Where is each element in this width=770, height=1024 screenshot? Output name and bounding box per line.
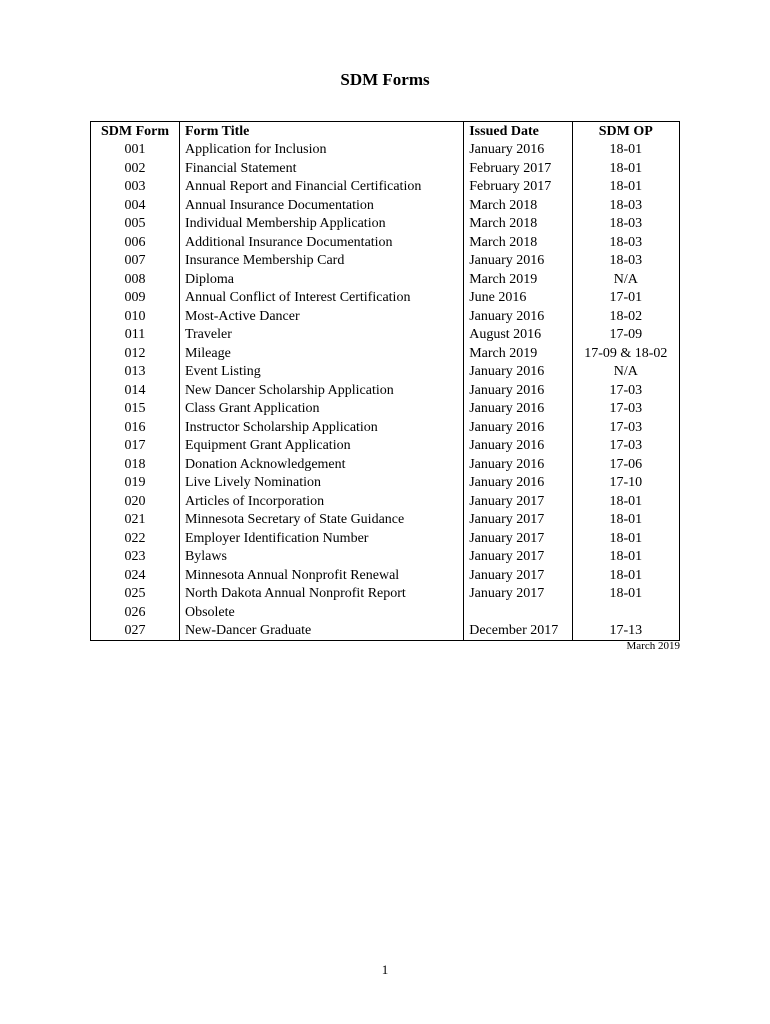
- cell-sdm-op: 17-10: [572, 474, 679, 493]
- cell-issued-date: January 2017: [464, 566, 572, 585]
- table-row: [91, 455, 680, 474]
- table-row: [91, 270, 680, 289]
- header-sdm-form: SDM Form: [91, 122, 180, 141]
- cell-sdm-op: 18-01: [572, 585, 679, 604]
- table-row: [91, 252, 680, 271]
- cell-sdm-form: 014: [91, 381, 180, 400]
- cell-form-title: Minnesota Secretary of State Guidance: [179, 511, 463, 530]
- table-row: [91, 326, 680, 345]
- cell-sdm-form: 005: [91, 215, 180, 234]
- cell-sdm-form: 023: [91, 548, 180, 567]
- cell-sdm-op: [572, 603, 679, 622]
- cell-sdm-op: 17-13: [572, 622, 679, 641]
- cell-sdm-op: 17-03: [572, 437, 679, 456]
- revision-date: March 2019: [626, 640, 680, 652]
- cell-sdm-form: 001: [91, 141, 180, 160]
- cell-issued-date: January 2016: [464, 400, 572, 419]
- cell-issued-date: January 2016: [464, 307, 572, 326]
- cell-sdm-op: 18-01: [572, 141, 679, 160]
- cell-form-title: Most-Active Dancer: [179, 307, 463, 326]
- cell-sdm-op: 18-01: [572, 566, 679, 585]
- cell-issued-date: March 2018: [464, 233, 572, 252]
- table-row: [91, 548, 680, 567]
- table-row: [91, 215, 680, 234]
- cell-sdm-op: 17-06: [572, 455, 679, 474]
- cell-form-title: Additional Insurance Documentation: [179, 233, 463, 252]
- cell-issued-date: January 2017: [464, 529, 572, 548]
- cell-form-title: Obsolete: [179, 603, 463, 622]
- cell-form-title: Employer Identification Number: [179, 529, 463, 548]
- cell-sdm-form: 007: [91, 252, 180, 271]
- cell-sdm-form: 004: [91, 196, 180, 215]
- cell-issued-date: January 2016: [464, 381, 572, 400]
- page-number: 1: [381, 962, 389, 977]
- cell-issued-date: January 2017: [464, 585, 572, 604]
- table-row: [91, 437, 680, 456]
- cell-issued-date: June 2016: [464, 289, 572, 308]
- cell-form-title: New-Dancer Graduate: [179, 622, 463, 641]
- header-form-title: Form Title: [179, 122, 463, 141]
- cell-issued-date: January 2016: [464, 141, 572, 160]
- cell-form-title: Individual Membership Application: [179, 215, 463, 234]
- cell-issued-date: March 2018: [464, 196, 572, 215]
- cell-sdm-form: 025: [91, 585, 180, 604]
- cell-sdm-op: 17-09 & 18-02: [572, 344, 679, 363]
- cell-form-title: North Dakota Annual Nonprofit Report: [179, 585, 463, 604]
- cell-sdm-op: 18-01: [572, 492, 679, 511]
- table-row: [91, 289, 680, 308]
- cell-sdm-op: 17-01: [572, 289, 679, 308]
- cell-form-title: Mileage: [179, 344, 463, 363]
- cell-form-title: Application for Inclusion: [179, 141, 463, 160]
- cell-form-title: Annual Conflict of Interest Certification: [179, 289, 463, 308]
- cell-issued-date: August 2016: [464, 326, 572, 345]
- cell-sdm-op: 17-09: [572, 326, 679, 345]
- table-row: [91, 603, 680, 622]
- table-row: [91, 141, 680, 160]
- table-row: [91, 159, 680, 178]
- cell-sdm-form: 006: [91, 233, 180, 252]
- cell-sdm-op: 18-01: [572, 511, 679, 530]
- table-row: [91, 585, 680, 604]
- cell-sdm-form: 008: [91, 270, 180, 289]
- cell-form-title: Annual Insurance Documentation: [179, 196, 463, 215]
- cell-form-title: Minnesota Annual Nonprofit Renewal: [179, 566, 463, 585]
- table-row: [91, 474, 680, 493]
- cell-sdm-form: 011: [91, 326, 180, 345]
- forms-table: [90, 121, 680, 641]
- table-row: [91, 492, 680, 511]
- cell-sdm-form: 009: [91, 289, 180, 308]
- table-row: [91, 344, 680, 363]
- cell-issued-date: February 2017: [464, 178, 572, 197]
- cell-sdm-form: 020: [91, 492, 180, 511]
- table-body: [91, 141, 680, 641]
- cell-form-title: Class Grant Application: [179, 400, 463, 419]
- cell-issued-date: January 2017: [464, 548, 572, 567]
- cell-issued-date: January 2017: [464, 511, 572, 530]
- cell-sdm-form: 016: [91, 418, 180, 437]
- cell-form-title: Diploma: [179, 270, 463, 289]
- header-sdm-op: SDM OP: [572, 122, 679, 141]
- table-row: [91, 307, 680, 326]
- cell-sdm-form: 018: [91, 455, 180, 474]
- table-row: [91, 418, 680, 437]
- cell-issued-date: March 2018: [464, 215, 572, 234]
- cell-form-title: Event Listing: [179, 363, 463, 382]
- cell-sdm-op: 18-03: [572, 196, 679, 215]
- cell-issued-date: January 2016: [464, 437, 572, 456]
- cell-form-title: Live Lively Nomination: [179, 474, 463, 493]
- cell-sdm-op: 18-01: [572, 178, 679, 197]
- cell-sdm-op: 18-03: [572, 252, 679, 271]
- cell-sdm-form: 019: [91, 474, 180, 493]
- cell-sdm-op: 18-01: [572, 529, 679, 548]
- table-row: [91, 178, 680, 197]
- cell-issued-date: December 2017: [464, 622, 572, 641]
- cell-issued-date: March 2019: [464, 270, 572, 289]
- cell-form-title: Articles of Incorporation: [179, 492, 463, 511]
- cell-sdm-op: 18-01: [572, 548, 679, 567]
- cell-sdm-op: 18-03: [572, 215, 679, 234]
- table-row: [91, 529, 680, 548]
- cell-sdm-form: 022: [91, 529, 180, 548]
- cell-sdm-form: 002: [91, 159, 180, 178]
- header-issued-date: Issued Date: [464, 122, 572, 141]
- cell-issued-date: January 2016: [464, 455, 572, 474]
- cell-sdm-op: N/A: [572, 270, 679, 289]
- table-row: [91, 196, 680, 215]
- cell-sdm-form: 013: [91, 363, 180, 382]
- table-row: [91, 511, 680, 530]
- cell-sdm-form: 012: [91, 344, 180, 363]
- cell-sdm-form: 010: [91, 307, 180, 326]
- table-header-row: [91, 122, 680, 141]
- cell-form-title: Instructor Scholarship Application: [179, 418, 463, 437]
- cell-sdm-op: N/A: [572, 363, 679, 382]
- cell-form-title: Donation Acknowledgement: [179, 455, 463, 474]
- cell-issued-date: January 2016: [464, 474, 572, 493]
- cell-form-title: New Dancer Scholarship Application: [179, 381, 463, 400]
- cell-form-title: Annual Report and Financial Certification: [179, 178, 463, 197]
- table-row: [91, 381, 680, 400]
- cell-sdm-form: 003: [91, 178, 180, 197]
- cell-sdm-op: 18-03: [572, 233, 679, 252]
- cell-sdm-op: 18-01: [572, 159, 679, 178]
- cell-issued-date: March 2019: [464, 344, 572, 363]
- cell-sdm-form: 021: [91, 511, 180, 530]
- cell-sdm-op: 18-02: [572, 307, 679, 326]
- cell-sdm-form: 027: [91, 622, 180, 641]
- cell-issued-date: January 2017: [464, 492, 572, 511]
- cell-sdm-op: 17-03: [572, 418, 679, 437]
- cell-sdm-op: 17-03: [572, 381, 679, 400]
- cell-issued-date: January 2016: [464, 252, 572, 271]
- cell-sdm-form: 015: [91, 400, 180, 419]
- page-title: SDM Forms: [340, 70, 430, 89]
- cell-sdm-op: 17-03: [572, 400, 679, 419]
- cell-issued-date: January 2016: [464, 363, 572, 382]
- cell-issued-date: February 2017: [464, 159, 572, 178]
- cell-form-title: Traveler: [179, 326, 463, 345]
- table-row: [91, 566, 680, 585]
- table-row: [91, 233, 680, 252]
- cell-issued-date: [464, 603, 572, 622]
- cell-form-title: Financial Statement: [179, 159, 463, 178]
- cell-form-title: Equipment Grant Application: [179, 437, 463, 456]
- cell-form-title: Bylaws: [179, 548, 463, 567]
- cell-sdm-form: 024: [91, 566, 180, 585]
- table-row: [91, 400, 680, 419]
- table-row: [91, 622, 680, 641]
- table-row: [91, 363, 680, 382]
- cell-sdm-form: 017: [91, 437, 180, 456]
- cell-issued-date: January 2016: [464, 418, 572, 437]
- cell-sdm-form: 026: [91, 603, 180, 622]
- cell-form-title: Insurance Membership Card: [179, 252, 463, 271]
